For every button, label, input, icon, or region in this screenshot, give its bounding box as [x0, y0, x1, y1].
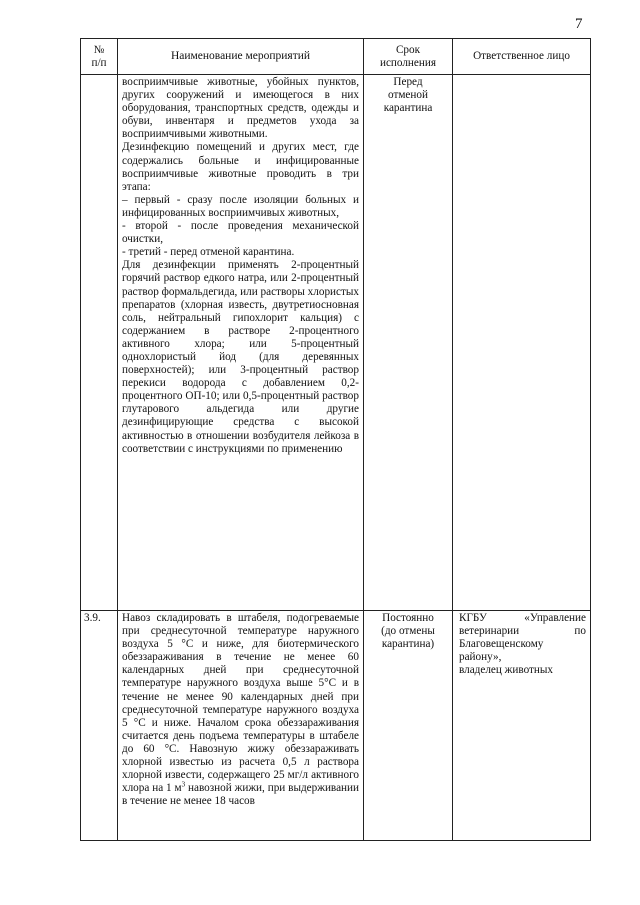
row-number-cell [81, 75, 118, 611]
measure-text-cell [118, 75, 364, 611]
header-responsible: Ответственное лицо [453, 39, 591, 75]
deadline-text: Перед отменой карантина [383, 76, 433, 115]
table-row [81, 75, 591, 611]
measures-table [80, 38, 591, 841]
header-measure-name: Наименование мероприятий [118, 39, 364, 75]
deadline-text: Постоянно (до отмены карантина) [381, 612, 435, 651]
deadline-cell [364, 611, 453, 841]
header-number: № п/п [81, 39, 118, 75]
deadline-cell [364, 75, 453, 611]
row-number: 3.9. [84, 612, 101, 624]
measure-text: восприимчивые животные, убойных пунктов, других сооружений и имеющегося в них оборудования, транспортных средств, одежды и обуви, инвентаря и предметов ухода за восприимчивыми животными. Дезинфекцию помещений и других мест, где содержались больные и инфицированные восприимчивые животные проводить в три этапа: – первый - сразу после изоляции больных и инфицированных восприимчивых животных, - второй - после проведения механической очистки, - третий - перед отменой карантина. Для дезинфекции применять 2-процентный горячий раствор едкого натра, или 2-процентный раствор формальдегида, или растворы хлористых препаратов (хлорная известь, двутретиосновная соль, нейтральный гипохлорит кальция) с содержанием в растворе 2-процентного активного хлора; или 5-процентный однохлористый йод (для деревянных поверхностей); или 3-процентный раствор перекиси водорода с добавлением 0,2-процентного ОП-10; или 0,5-процентный раствор глутарового альдегида или другие дезинфицирующие средства с высокой активностью в отношении возбудителя лейкоза в соответствии с инструкциями по применению [122, 76, 359, 455]
responsible-cell [453, 75, 591, 611]
responsible-text: КГБУ «Управление ветеринарии по Благовещенскому району», владелец животных [459, 612, 586, 677]
responsible-cell [453, 611, 591, 841]
row-number-cell [81, 611, 118, 841]
header-deadline: Срок исполнения [364, 39, 453, 75]
superscript-cubed: 3 [181, 780, 186, 789]
page-number: 7 [575, 16, 583, 32]
table-header-row [81, 39, 591, 75]
measure-text-cell [118, 611, 364, 841]
measure-text: Навоз складировать в штабеля, подогреваемые при среднесуточной температуре наружного воздуха 5 °С и ниже, для биотермического обеззараживания в течение не менее 60 календарных дней при среднесуточной температуре наружного воздуха выше 5°С и в течение не менее 90 календарных дней при среднесуточной температуре наружного воздуха 5 °С и ниже. Началом срока обеззараживания считается день подъема температуры в штабеле до 60 °С. Навозную жижу обеззараживать хлорной известью из расчета 0,5 л раствора хлорной извести, содержащего 25 мг/л активного хлора на 1 $м^3$ навозной жижи, при выдерживании в течение не менее 18 часов [122, 612, 359, 808]
table-row [81, 611, 591, 841]
